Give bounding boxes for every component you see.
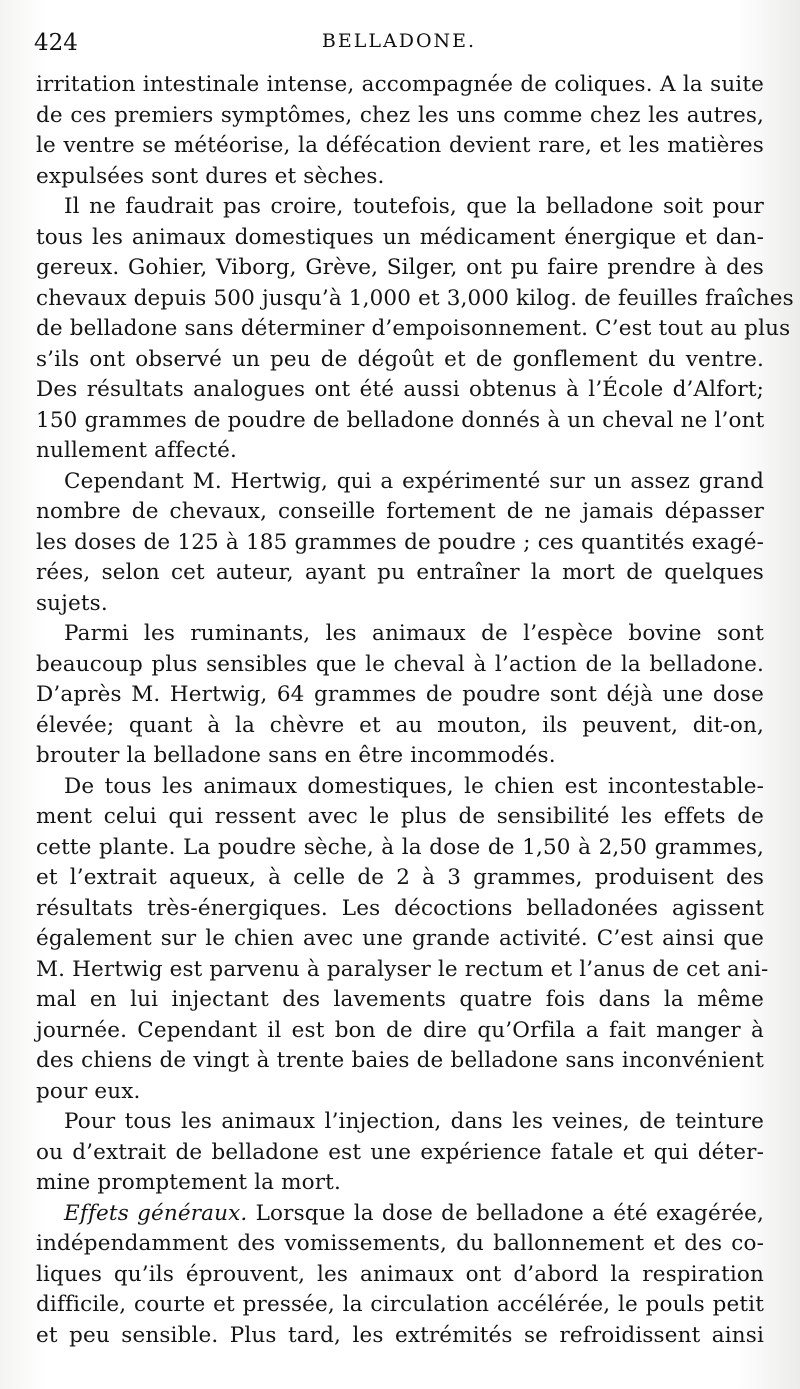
- text-line: 150 grammes de poudre de belladone donnés à un cheval ne l’ont: [36, 407, 765, 433]
- text-line: indépendamment des vomissements, du ballonnement et des co-: [36, 1231, 764, 1256]
- text-line: brouter la belladone sans en être incommodés.: [36, 743, 556, 768]
- page-header: [34, 30, 764, 64]
- page-number: 424: [34, 30, 78, 56]
- text-line: chevaux depuis 500 jusqu’à 1,000 et 3,000 kilog. de feuilles fraîches: [36, 285, 794, 311]
- text-line: nullement affecté.: [36, 438, 237, 463]
- text-line: pour eux.: [36, 1078, 141, 1104]
- text-line: Des résultats analogues ont été aussi obtenus à l’École d’Alfort;: [36, 377, 764, 402]
- text-line: irritation intestinale intense, accompagnée de coliques. A la suite: [36, 72, 764, 97]
- text-line: D’après M. Hertwig, 64 grammes de poudre sont déjà une dose: [36, 682, 764, 707]
- text-line: liques qu’ils éprouvent, les animaux ont d’abord la respiration: [36, 1261, 764, 1287]
- text-line: ment celui qui ressent avec le plus de sensibilité les effets de: [36, 804, 764, 829]
- text-line: tous les animaux domestiques un médicament énergique et dan-: [36, 224, 764, 250]
- text-line: gereux. Gohier, Viborg, Grève, Silger, ont pu faire prendre à des: [36, 255, 764, 280]
- text-line: Pour tous les animaux l’injection, dans les veines, de teinture: [64, 1109, 764, 1134]
- text-line: difficile, courte et pressée, la circulation accélérée, le pouls petit: [36, 1292, 764, 1317]
- text-line: Il ne faudrait pas croire, toutefois, que la belladone soit pour: [64, 194, 764, 219]
- text-line: Cependant M. Hertwig, qui a expérimenté sur un assez grand: [64, 468, 764, 494]
- text-line: le ventre se météorise, la défécation devient rare, et les matières: [36, 133, 764, 158]
- text-line: beaucoup plus sensibles que le cheval à l’action de la belladone.: [36, 651, 764, 677]
- text-line: expulsées sont dures et sèches.: [36, 163, 385, 189]
- text-line: de ces premiers symptômes, chez les uns comme chez les autres,: [36, 102, 764, 128]
- text-line: les doses de 125 à 185 grammes de poudre ; ces quantités exagé-: [36, 529, 764, 555]
- text-line: et peu sensible. Plus tard, les extrémités se refroidissent ainsi: [36, 1322, 764, 1348]
- text-line: sujets.: [36, 590, 108, 616]
- text-line: ou d’extrait de belladone est une expérience fatale et qui déter-: [36, 1139, 764, 1165]
- text-line: De tous les animaux domestiques, le chien est incontestable-: [64, 773, 764, 799]
- text-line: et l’extrait aqueux, à celle de 2 à 3 grammes, produisent des: [36, 865, 764, 890]
- text-line: mal en lui injectant des lavements quatre fois dans la même: [36, 987, 764, 1012]
- text-line: de belladone sans déterminer d’empoisonnement. C’est tout au plus: [36, 316, 791, 341]
- text-line: s’ils ont observé un peu de dégoût et de gonflement du ventre.: [36, 346, 764, 372]
- section-heading: Effets généraux.: [64, 1200, 248, 1226]
- text-line: Parmi les ruminants, les animaux de l’espèce bovine sont: [64, 621, 764, 646]
- text-line: journée. Cependant il est bon de dire qu’Orfila a fait manger à: [36, 1017, 764, 1043]
- text-line: également sur le chien avec une grande activité. C’est ainsi que: [36, 926, 764, 951]
- text-line: [36, 1199, 764, 1230]
- text-line: cette plante. La poudre sèche, à la dose de 1,50 à 2,50 grammes,: [36, 834, 764, 860]
- text-line: des chiens de vingt à trente baies de belladone sans inconvénient: [36, 1048, 764, 1073]
- text-line: nombre de chevaux, conseille fortement de ne jamais dépasser: [36, 499, 764, 524]
- running-title: BELLADONE.: [321, 30, 477, 52]
- text-line: M. Hertwig est parvenu à paralyser le rectum et l’anus de cet ani-: [36, 956, 769, 982]
- body-text: [36, 70, 794, 1351]
- text-line: mine promptement la mort.: [36, 1170, 341, 1195]
- text-line: rées, selon cet auteur, ayant pu entraîner la mort de quelques: [36, 560, 764, 585]
- text-line-content: Lorsque la dose de belladone a été exagérée,: [247, 1200, 765, 1226]
- text-line: élevée; quant à la chèvre et au mouton, ils peuvent, dit-on,: [36, 712, 764, 738]
- text-line: résultats très-énergiques. Les décoctions belladonées agissent: [36, 895, 764, 921]
